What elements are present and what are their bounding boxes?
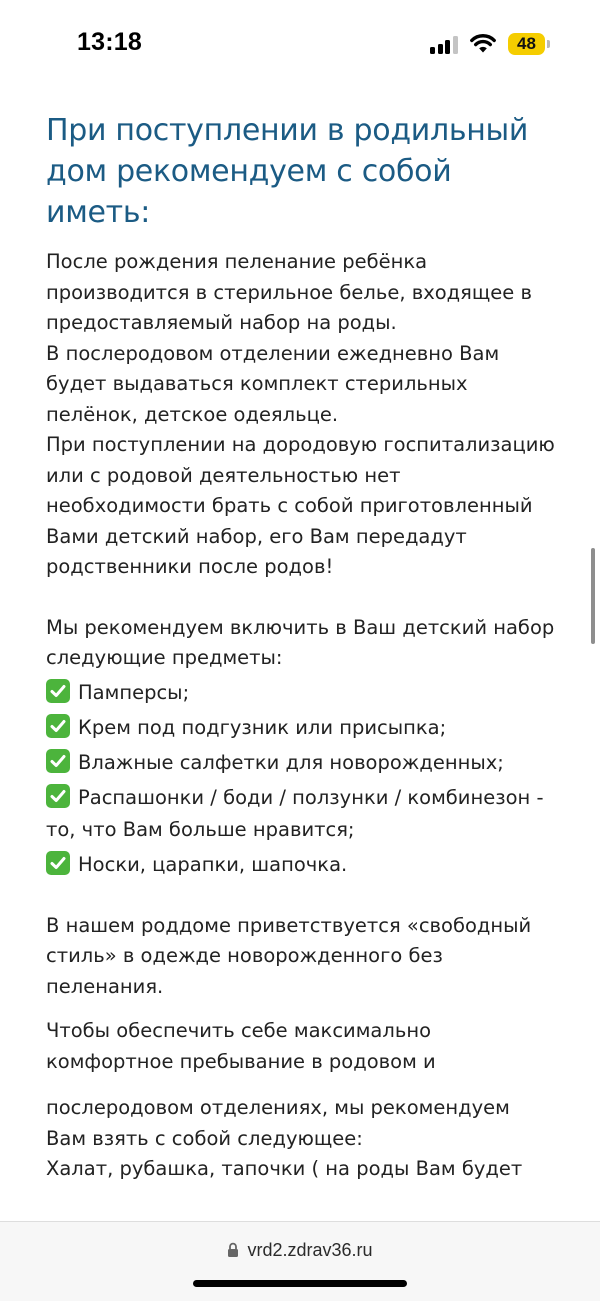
page-title: При поступлении в родильный дом рекомендуем с собой иметь: bbox=[46, 113, 529, 230]
kit-list bbox=[46, 677, 556, 881]
check-mark-icon bbox=[46, 714, 70, 738]
url-text: vrd2.zdrav36.ru bbox=[247, 1240, 373, 1260]
list-item bbox=[46, 712, 556, 744]
list-item-text: Крем под подгузник или присыпка; bbox=[78, 715, 447, 739]
status-bar bbox=[0, 0, 600, 90]
battery-indicator bbox=[508, 33, 548, 55]
battery-level: 48 bbox=[508, 33, 545, 55]
home-indicator[interactable] bbox=[193, 1280, 407, 1287]
list-item-text: Носки, царапки, шапочка. bbox=[78, 852, 348, 876]
list-item-text: Памперсы; bbox=[78, 680, 190, 704]
list-item-text: Влажные салфетки для новорожденных; bbox=[78, 750, 504, 774]
list-item bbox=[46, 677, 556, 709]
check-mark-icon bbox=[46, 679, 70, 703]
battery-cap bbox=[547, 40, 550, 48]
scroll-indicator[interactable] bbox=[591, 548, 595, 644]
lock-icon bbox=[227, 1242, 239, 1258]
list-item bbox=[46, 849, 556, 881]
list-item-text: Распашонки / боди / ползунки / комбинезон - то, что Вам больше нравится; bbox=[46, 785, 544, 841]
intro-line-2: В послеродовом отделении ежедневно Вам будет выдаваться комплект стерильных пелёнок, детское одеяльце. bbox=[46, 341, 500, 426]
list-item bbox=[46, 782, 556, 846]
intro-line-3: При поступлении на дородовую госпитализацию или с родовой деятельностью нет необходимости брать с собой приготовленный Вами детский набор, его Вам передадут родственники после родов! bbox=[46, 433, 555, 578]
check-mark-icon bbox=[46, 749, 70, 773]
address-bar[interactable] bbox=[0, 1221, 600, 1301]
status-time: 13:18 bbox=[77, 28, 142, 56]
list-item bbox=[46, 747, 556, 779]
intro-line-1: После рождения пеленание ребёнка производится в стерильное белье, входящее в предоставляемый набор на роды. bbox=[46, 250, 532, 334]
cellular-signal-icon bbox=[430, 34, 460, 54]
check-mark-icon bbox=[46, 784, 70, 808]
article bbox=[46, 110, 556, 1185]
comfort-line: Халат, рубашка, тапочки ( на роды Вам будет bbox=[46, 1157, 523, 1180]
check-mark-icon bbox=[46, 851, 70, 875]
comfort-line: послеродовом отделениях, мы рекомендуем Вам взять с собой следующее: bbox=[46, 1096, 510, 1150]
kit-intro: Мы рекомендуем включить в Ваш детский набор следующие предметы: bbox=[46, 615, 555, 669]
intro-paragraph bbox=[46, 247, 556, 583]
comfort-paragraph-continued bbox=[46, 1093, 556, 1185]
comfort-paragraph-start: Чтобы обеспечить себе максимально комфортное пребывание в родовом и bbox=[46, 1019, 436, 1073]
url-display[interactable] bbox=[0, 1240, 600, 1261]
free-style-paragraph: В нашем роддоме приветствуется «свободный стиль» в одежде новорожденного без пеленания. bbox=[46, 913, 532, 998]
wifi-icon bbox=[469, 32, 497, 54]
